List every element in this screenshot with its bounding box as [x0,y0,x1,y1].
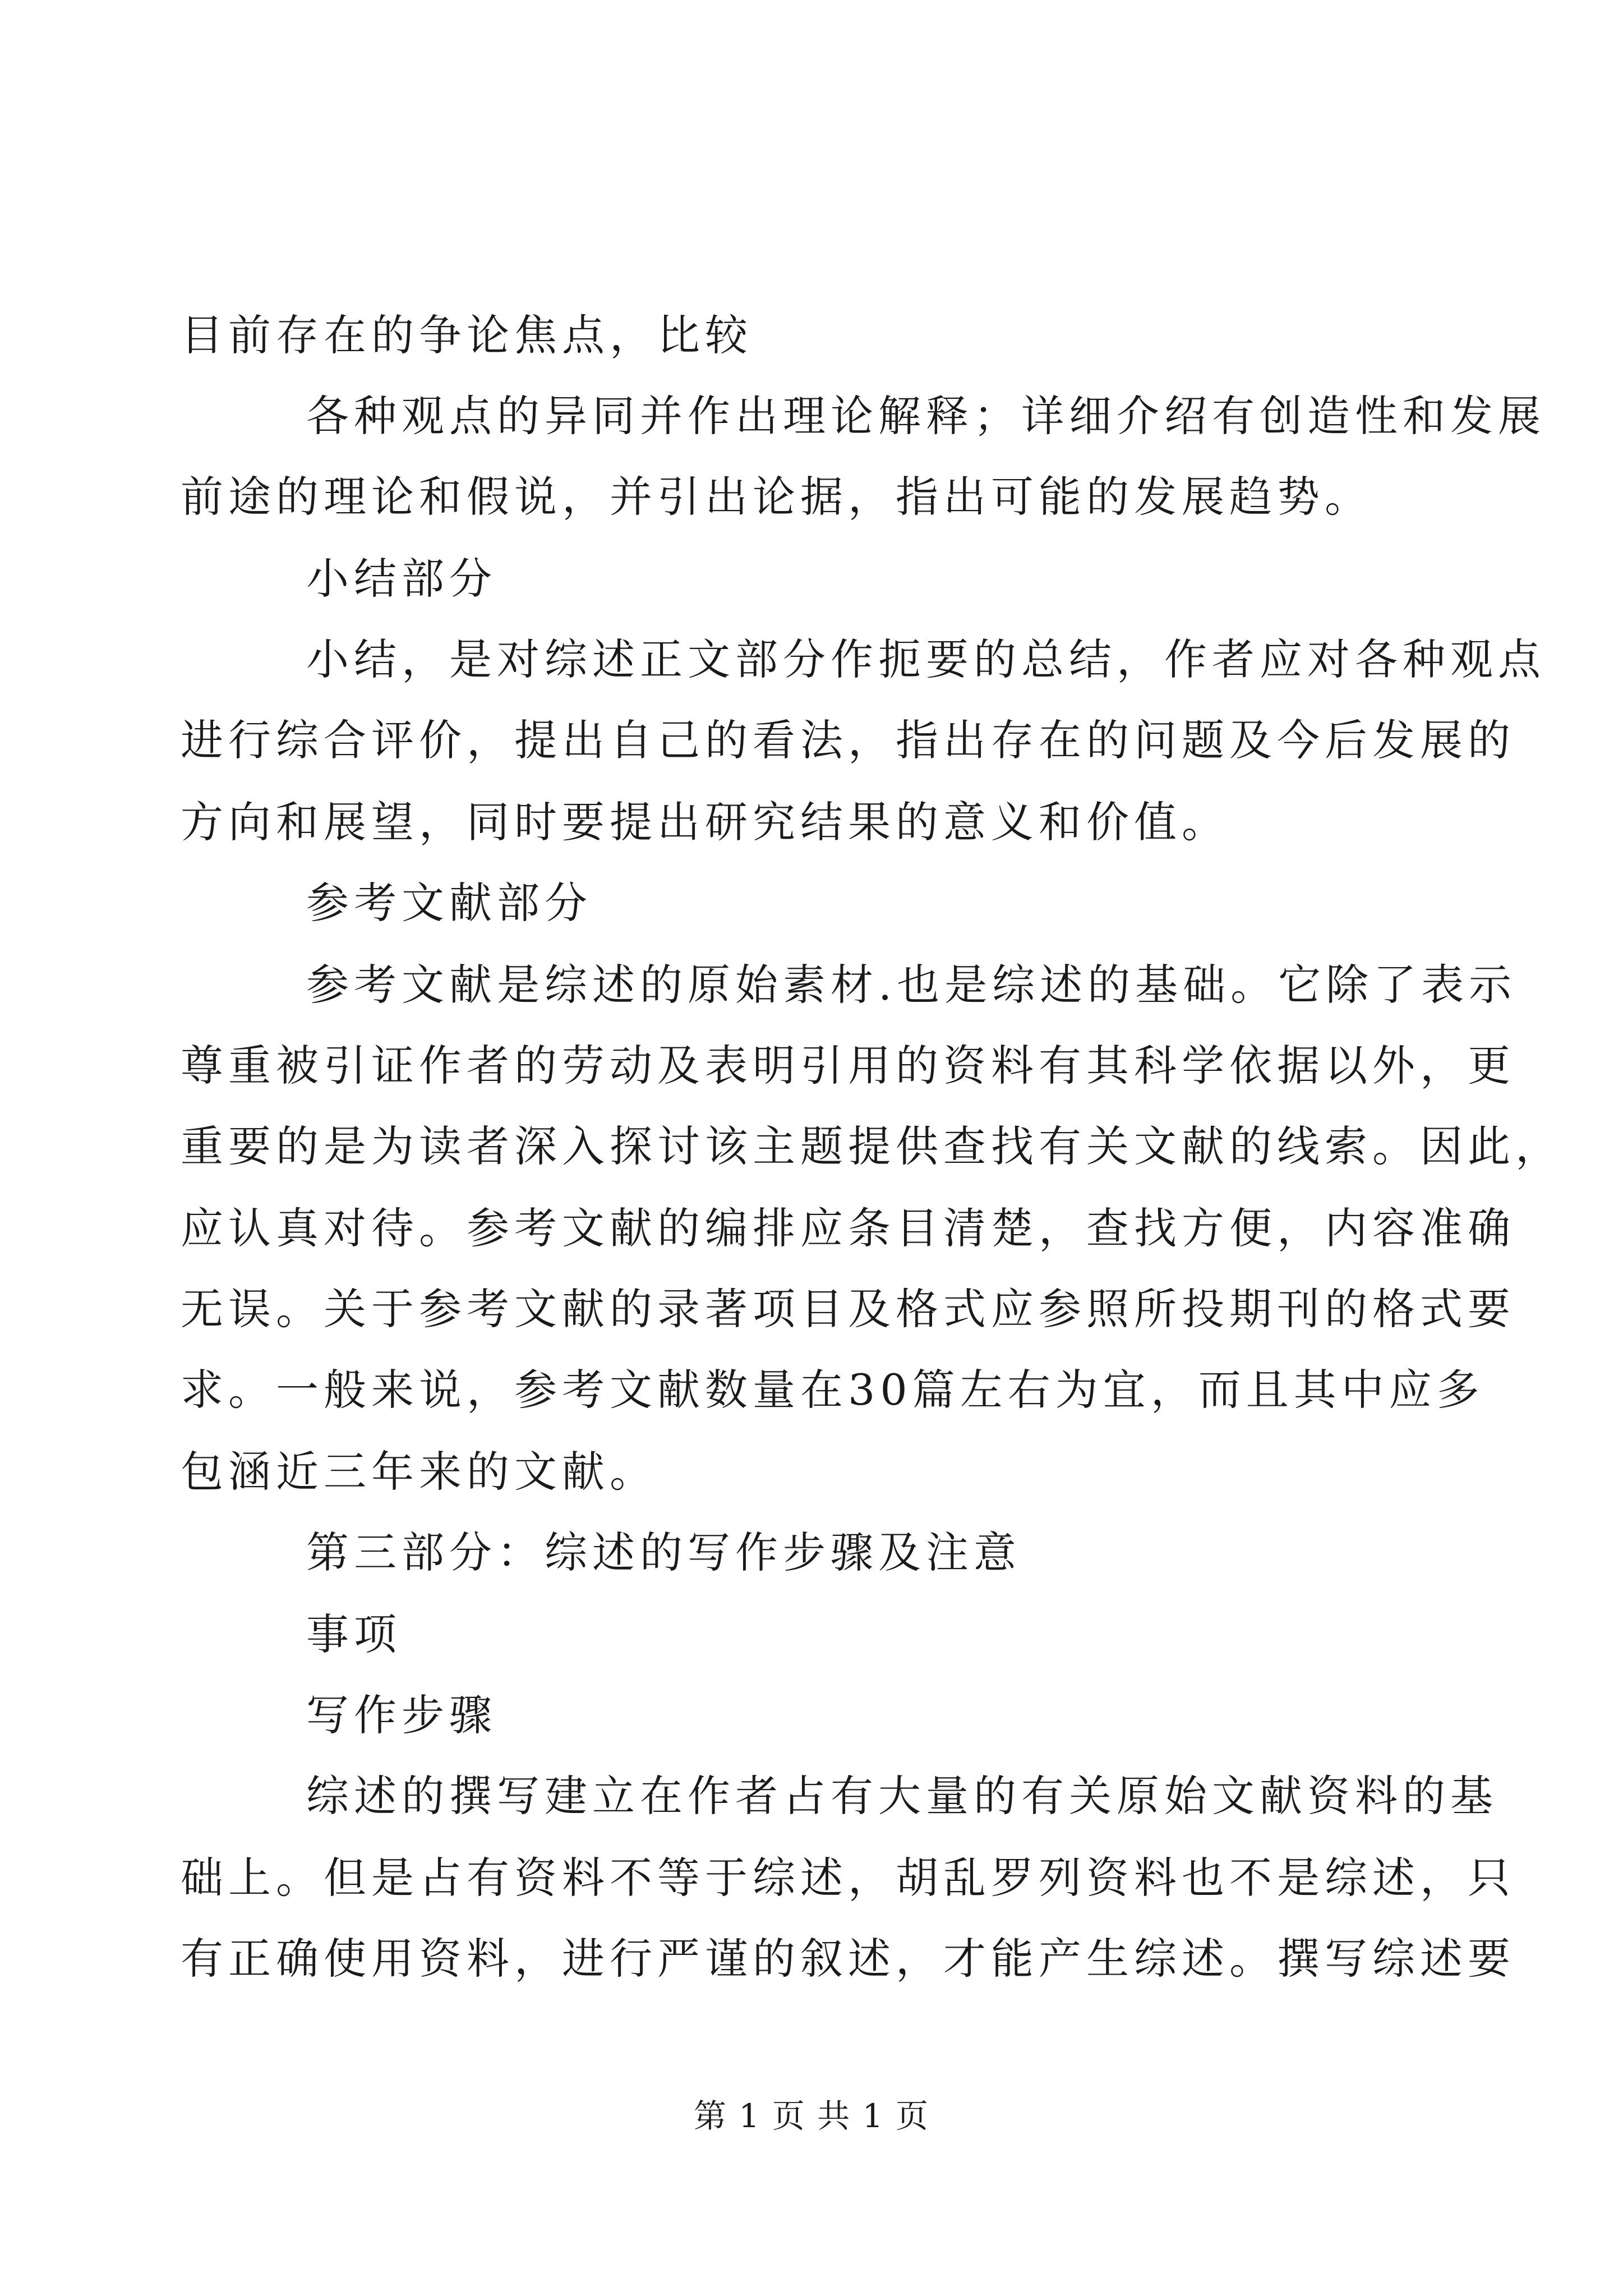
text-line: 小结，是对综述正文部分作扼要的总结，作者应对各种观点 [306,634,1546,684]
text-line: 综述的撰写建立在作者占有大量的有关原始文献资料的基 [306,1771,1498,1821]
section-heading: 小结部分 [306,554,497,604]
text-line: 进行综合评价，提出自己的看法，指出存在的问题及今后发展的 [181,715,1515,765]
section-heading: 写作步骤 [306,1690,497,1740]
text-line: 无误。关于参考文献的录著项目及格式应参照所投期刊的格式要 [181,1284,1515,1334]
text-line: 求。一般来说，参考文献数量在30篇左右为宜，而且其中应多 [181,1365,1484,1415]
text-line: 方向和展望，同时要提出研究结果的意义和价值。 [181,797,1229,847]
text-line: 包涵近三年来的文献。 [181,1447,657,1497]
text-line: 前途的理论和假说，并引出论据，指出可能的发展趋势。 [181,472,1372,522]
text-line: 重要的是为读者深入探讨该主题提供查找有关文献的线索。因此， [181,1121,1563,1171]
text-line: 尊重被引证作者的劳动及表明引用的资料有其科学依据以外，更 [181,1041,1515,1091]
page-number: 第 1 页 共 1 页 [694,2097,929,2135]
text-line: 有正确使用资料，进行严谨的叙述，才能产生综述。撰写综述要 [181,1934,1515,1984]
text-line: 础上。但是占有资料不等于综述，胡乱罗列资料也不是综述，只 [181,1853,1515,1903]
section-heading: 事项 [306,1609,402,1659]
text-line: 应认真对待。参考文献的编排应条目清楚，查找方便，内容准确 [181,1203,1515,1253]
section-heading: 参考文献部分 [306,878,592,928]
section-heading: 第三部分：综述的写作步骤及注意 [306,1527,1021,1577]
text-line: 各种观点的异同并作出理论解释；详细介绍有创造性和发展 [306,391,1546,441]
text-line: 目前存在的争论焦点，比较 [181,310,753,360]
text-line: 参考文献是综述的原始素材.也是综述的基础。它除了表示 [306,960,1517,1010]
